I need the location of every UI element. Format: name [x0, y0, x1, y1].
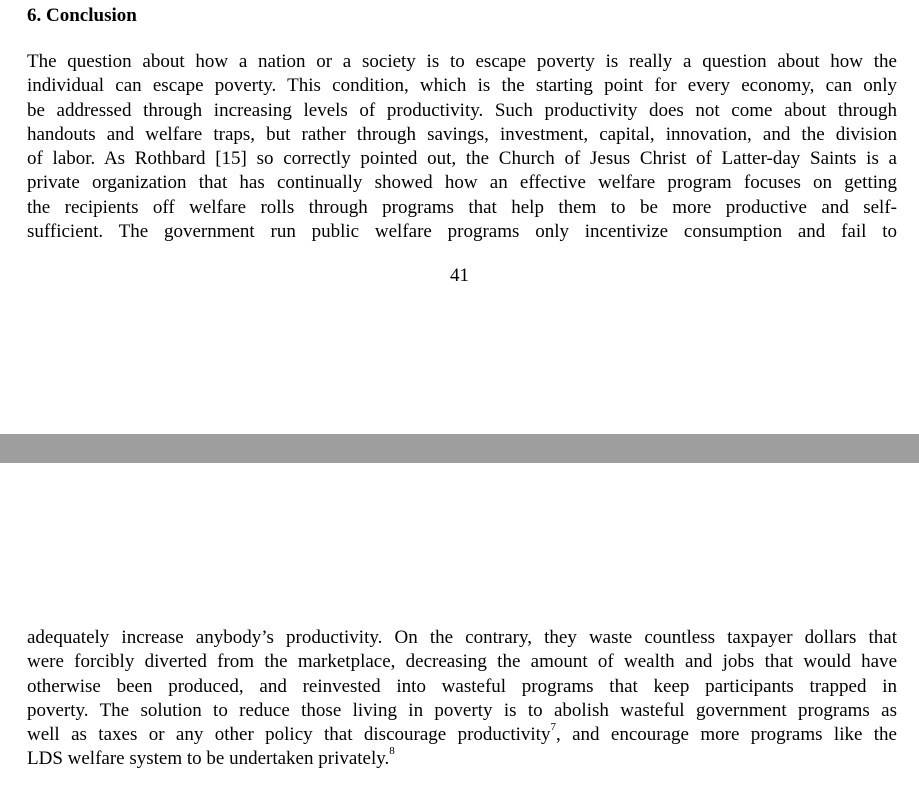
line-text: LDS welfare system to be undertaken privately.	[27, 748, 390, 770]
conclusion-paragraph-continued	[27, 626, 897, 772]
paragraph-line: of labor. As Rothbard [15] so correctly pointed out, the Church of Jesus Christ of Latter-day Saints is a	[27, 148, 897, 170]
paragraph-line	[27, 720, 897, 747]
paragraph-line: were forcibly diverted from the marketplace, decreasing the amount of wealth and jobs that would have	[27, 651, 897, 673]
page-break-divider	[0, 434, 919, 463]
footnote-marker-8[interactable]: 8	[389, 745, 395, 758]
paragraph-line: private organization that has continually showed how an effective welfare program focuses on getting	[27, 172, 897, 194]
paragraph-line: The question about how a nation or a society is to escape poverty is really a question about how the	[27, 51, 897, 72]
page-number: 41	[450, 265, 469, 286]
paragraph-line: poverty. The solution to reduce those living in poverty is to abolish wasteful government programs as	[27, 699, 897, 721]
paragraph-line	[27, 747, 897, 771]
paragraph-line: otherwise been produced, and reinvested into wasteful programs that keep participants trapped in	[27, 675, 897, 697]
paragraph-line: be addressed through increasing levels of productivity. Such productivity does not come about through	[27, 99, 897, 121]
section-heading: 6. Conclusion	[27, 5, 137, 26]
paragraph-line: individual can escape poverty. This condition, which is the starting point for every economy, can only	[27, 75, 897, 97]
paragraph-line: adequately increase anybody’s productivity. On the contrary, they waste countless taxpayer dollars that	[27, 627, 897, 648]
paragraph-line: the recipients off welfare rolls through programs that help them to be more productive and self-	[27, 196, 897, 218]
paragraph-line: sufficient. The government run public welfare programs only incentivize consumption and fail to	[27, 221, 897, 243]
paragraph-line: handouts and welfare traps, but rather through savings, investment, capital, innovation, and the division	[27, 123, 897, 145]
footnote-marker-7[interactable]: 7	[550, 720, 556, 733]
conclusion-paragraph-top	[27, 50, 897, 244]
line-text: well as taxes or any other policy that discourage productivity	[27, 724, 551, 746]
line-text: , and encourage more programs like the	[555, 724, 897, 746]
